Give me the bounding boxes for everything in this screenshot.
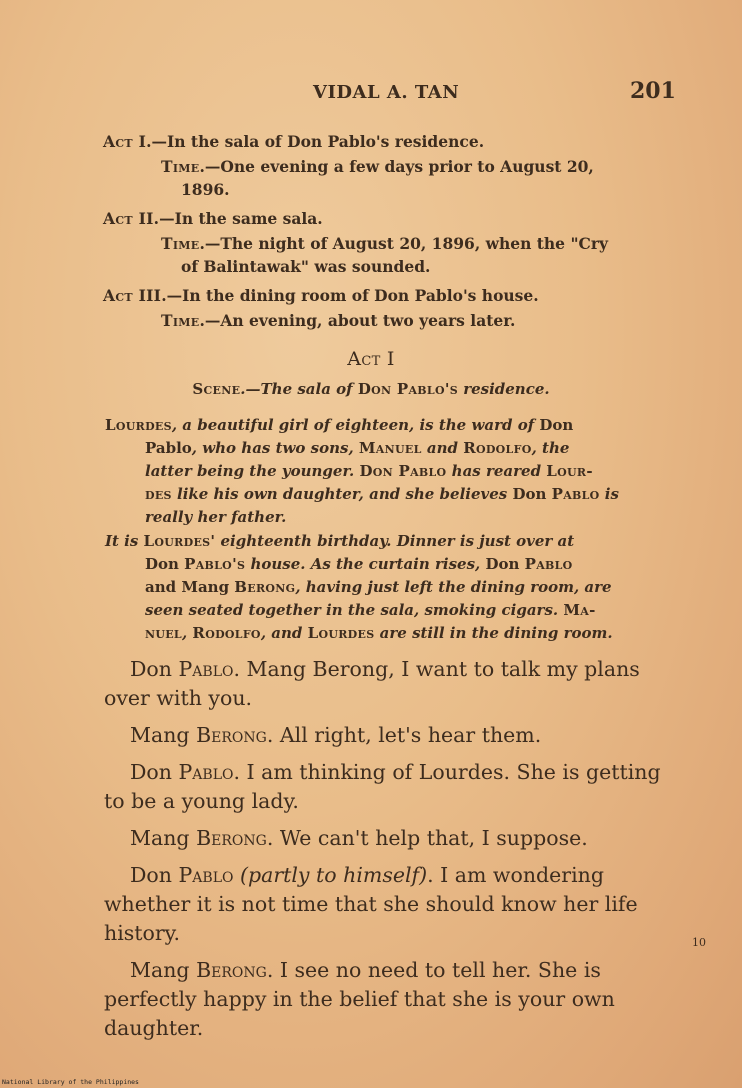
character-name: des [145,485,172,503]
scene-heading [0,380,742,398]
direction-text: seen seated together in the sala, smoking cigars. [145,601,564,619]
dialogue-text: . I am thinking of Lourdes. She is getting to be a young lady. [104,760,661,813]
speaker-prefix: Mang [130,723,197,747]
character-name: Don Pablo [359,462,447,480]
direction-text: house. As the curtain rises, [245,555,486,573]
character-name: Manuel [358,439,422,457]
stage-direction-2 [105,530,675,645]
speaker-name: Pablo [178,760,234,784]
dialogue [104,655,679,1051]
act-entry [103,284,683,332]
direction-text: are still in the dining room. [374,624,613,642]
dialogue-line [104,758,679,816]
dialogue-text: . Mang Berong, I want to talk my plans over with you. [104,657,640,710]
act-label: Act I [103,132,147,151]
direction-text: like his own daughter, and she believes [171,485,513,503]
dialogue-line [104,861,679,948]
direction-text: Pablo [145,439,192,457]
character-name: Lourdes' [143,532,216,550]
direction-text: , [181,624,193,642]
act-label: Act III [103,286,162,305]
scene-label: Scene [192,380,241,398]
direction-text: Don [512,485,552,503]
direction-text: and [421,439,464,457]
time-text: .—One evening a few days prior to August 20, [199,157,594,176]
act-place: .—In the sala of Don Pablo's residence. [146,132,485,151]
direction-text: eighteenth birthday. Dinner is just over at [215,532,575,550]
character-name: Pablo's [184,555,246,573]
direction-text: really her father. [145,508,287,526]
footer-credit: National Library of the Philippines [2,1078,139,1086]
act-place: .—In the dining room of Don Pablo's house. [161,286,539,305]
dialogue-text: . I am wondering whether it is not time that she should know her life history. [104,863,638,945]
scene-name: Don Pablo's [357,380,458,398]
act-title: Act I [347,348,395,370]
running-head: VIDAL A. TAN [313,82,460,103]
character-name: nuel [145,624,182,642]
time-continuation: 1896. [181,180,230,199]
act-entry [103,130,683,201]
speaker-name: Berong [196,723,267,747]
character-name: Pablo [524,555,573,573]
direction-text: It is [105,532,144,550]
speaker-name: Pablo [178,863,234,887]
dialogue-text: . I see no need to tell her. She is perfectly happy in the belief that she is your own daughter. [104,958,615,1040]
dialogue-text: . All right, let's hear them. [266,723,542,747]
time-label: Time [161,311,200,330]
direction-text: , a beautiful girl of eighteen, is the ward of [171,416,540,434]
scene-text: .—The sala of [240,380,358,398]
stage-direction-text [105,414,675,529]
character-name: Pablo [551,485,600,503]
act-list [103,130,683,338]
character-name: Rodolfo [192,624,261,642]
dialogue-line [104,655,679,713]
act-label: Act II [103,209,154,228]
dialogue-line [104,721,679,750]
scene-text-end: residence. [457,380,550,398]
page-number: 201 [630,78,676,104]
character-name: Lour- [546,462,593,480]
direction-text: latter being the younger. [145,462,360,480]
character-name: Ma- [563,601,596,619]
direction-text: , who has two sons, [191,439,359,457]
time-text: .—An evening, about two years later. [199,311,516,330]
speaker-name: Pablo [178,657,234,681]
time-continuation: of Balintawak" was sounded. [181,257,431,276]
direction-text: , and [260,624,308,642]
direction-text: , having just left the dining room, are [295,578,612,596]
direction-text: , the [531,439,570,457]
page-header [0,78,742,108]
character-name: Berong [234,578,296,596]
act-place: .—In the same sala. [153,209,323,228]
speaker-prefix: Mang [130,826,197,850]
direction-text: Don [145,555,185,573]
time-label: Time [161,157,200,176]
stage-direction-text [105,530,675,645]
dialogue-line [104,956,679,1043]
time-label: Time [161,234,200,253]
character-name: Lourdes [307,624,375,642]
stage-direction-inline: (partly to himself) [233,863,428,887]
direction-text: and Mang [145,578,235,596]
stage-direction-1 [105,414,675,529]
dialogue-text: . We can't help that, I suppose. [266,826,588,850]
dialogue-line [104,824,679,853]
act-entry [103,207,683,278]
speaker-name: Berong [196,958,267,982]
direction-text: is [599,485,619,503]
direction-text: has reared [446,462,547,480]
character-name: Rodolfo [463,439,532,457]
speaker-name: Berong [196,826,267,850]
character-name: Lourdes [105,416,172,434]
direction-text: Don [539,416,574,434]
speaker-prefix: Don [130,657,179,681]
direction-text: Don [485,555,525,573]
margin-line-number: 10 [692,936,706,949]
speaker-prefix: Don [130,863,179,887]
time-text: .—The night of August 20, 1896, when the "Cry [199,234,609,253]
speaker-prefix: Don [130,760,179,784]
speaker-prefix: Mang [130,958,197,982]
